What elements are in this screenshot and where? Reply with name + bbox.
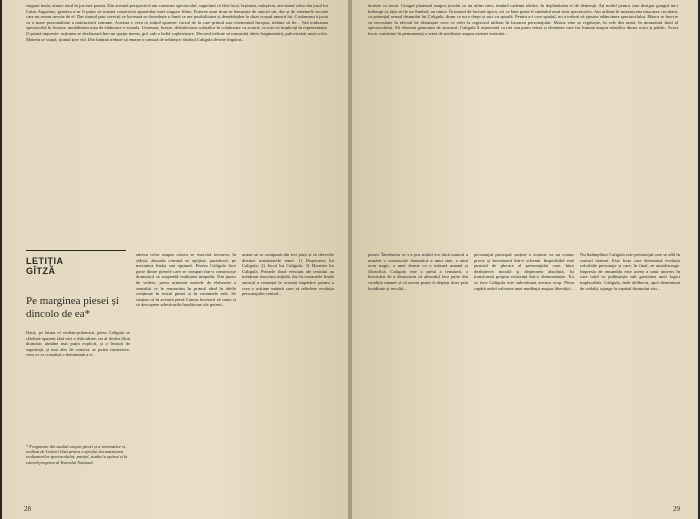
right-top-paragraph: dorește ca eroul. Gongul planează asupra jocului ca un ultim ritm, rimând cadenta ideilor, în deplinătatea ei de demență. Ați mobil pentru care desigur gongul nu-i înderupt ca fapt să fie un Simbol, nu nimic. În teatrul de factură tipică, cei ce bate poate fi simbolul unui sens spectaculos. Am utilizat în mizanscena mișcarea circulară, ca potențial sensul drumului lui Caligula, drum ce nu e drept și nici cu spirală. Pentru a-i crea spațiul, nu a trebuit să ajustez adâncimea spectacolului. Masca se înscrie cu necesitate în efectul de distanțare ceea ce refer la regizorul utilizat în lucrarea personajului. Masca vine se regăsește, în cele din urmă, în momentul final al spectacolului. Alt element generator de structuri: Caligula îl reprezintă cu trei sau patru seturi și elemente care fac lumină asupra relațiilor dintre actor și public. Acest lucru constituie în permanență o temă de meditație asupra esenței teatrului... [368, 3, 678, 36]
author-name: LETIȚIA GÎTZĂ [26, 256, 64, 276]
right-col2-paragraph: personajul principal susține o acțiune cu un contur precis și încremenit într-o schemă. Imposibilul este punctul de plecare al personajului care, între dezbaterea morală și disperarea absolută, își transformă propria existență într-o demonstrație. Tot ce face Caligula este subordonat acestui scop. Piesa capătă astfel valoarea unei meditații asupra libertății... [474, 252, 574, 291]
right-page [352, 0, 698, 519]
left-page-number: 28 [24, 505, 31, 513]
left-top-paragraph: singure hotăr, atunci totul în jur este pustiu. Din această perspectivă am construit spectacolul, sugerând că fără frică, lașitatea, mârșăvia, arivismul celor din jurul lui Caius Augustus, gratiera n-ar fi putut să sustină constrictia aparatului unei singure filme. Puterea unui tiran se însușește de autorii săi, dar și de sistemele sociale care nu aveau nevoie de el. Dar tiranul prin corecții ce lucrează se dovedește o fantă ce are posibilitatea și deznădejdea la chiar scopul muncii lui. Cosâneanu a jucat cu o mare personalitate a mărturisirii comune. Aceasta e ceea ce inițial spusese: lucrul de la care primul sau ceremonial început, trebuia să fie... Vad totdeauna spectacolul în lectura: modalitatea mea de elaborare e vizuala. Urmează, firește, definitivarea soluțiilor în colaborare cu actorii, cu toți cei implicați în reprezentație. O primă impresie: acțiunea se desfășoară într-un spațiu imens, gol, sub o boltă coplesitoare. Decorul trebuie să transmită ideea fragmentării, pulverizării unui colos. Materia se surpă, tiranul ține vid. Din lumină trebuie să emane o ramură de neliniște; tânărul Caligula devine împărat... [26, 3, 328, 42]
footnote: * Fragmente din studiul asupra piesei și a variantelor ei, realizat de Letiția Gîtză pentru a sprijini documentarea realizatorilor spectacolului; parțial, studiul a apărut și în caietul-program al Teatrului Național. [26, 444, 128, 465]
right-page-number: 29 [673, 505, 680, 513]
right-col3-paragraph: Nu întâmplător Caligula este personajul care se află în centrul dramei. Este forța care determină evoluția celorlalte personaje și care, în final, se autodistruge. Impresia de ansamblu este aceea a unui univers în care totul se prăbușește sub greutatea unei logici implacabile. Caligula, întâi deliberat, apoi determinat de ceilalți, ajunge la capătul drumului său... [580, 252, 680, 291]
left-top-text-block [26, 3, 328, 203]
right-column-1 [368, 252, 468, 502]
article-headline: Pe marginea piesei și dincolo de ea* [26, 295, 119, 320]
left-column-2 [136, 252, 236, 502]
left-page [2, 0, 348, 519]
left-column-1 [26, 330, 130, 440]
left-col2-paragraph: adresa celor asupra cărora se exercită teroarea, în sfârșit, absurda crimină se sprijină, paradoxal, pe mecanica însăși sau opțiunii. Pentru Caligula face parte dintre piesele care se compun într-o construcție dramatică ce suspendă realitatea timpului. Din punct de vedere, piesa urmează metode de elaborare a sensului ce le remarcăm în primul rând în ideile conținute în textul piesei și în variantele sale. Se susține că în această piesă Camus încearcă să caute și să descopere adevărurile înșelătoare ale puterii... [136, 252, 236, 308]
left-col3-paragraph: urmat să se compună din trei părți și să dezvolte distinct următoarele teme: 1) Disperarea lui Caligula; 2) Jocul lui Caligula; 3) Moartea lui Caligula. Primele două versiuni ale textului au menținut structura inițială, dar în variantele finale autorul a renunțat la această împărțire pentru a crea o acțiune unitară care să reliefeze evoluția personajului central... [242, 252, 334, 297]
right-top-text-block [368, 3, 678, 203]
right-col1-paragraph: piesei. Întrebarea ce s-a pus inițial era dacă autorul a urmărit o construcție dramatică a unui sine, a unui erou tragic, a unei drame cu o măsură umană și filozofică. Caligula este o piesă a tensiunii, a încercării de a demonstra că absurdul face parte din condiția umană și că acesta poate fi depășit doar prin luciditate și revoltă... [368, 252, 468, 291]
author-divider [26, 250, 126, 251]
magazine-spread [2, 0, 698, 519]
left-col1-paragraph: Dacă, pe latura ei violent-polemică, piesa Caligula se clădește aparent fără nici o dificultate, un al doilea filon dramatic rămâne mai puțin explicit, și o lectură de suprafață, și mai ales de context, ar putea contrazice, ceea ce ar constitui o dominantă a ei. [26, 330, 130, 358]
right-column-2 [474, 252, 574, 502]
right-column-3 [580, 252, 680, 502]
left-column-3 [242, 252, 334, 502]
